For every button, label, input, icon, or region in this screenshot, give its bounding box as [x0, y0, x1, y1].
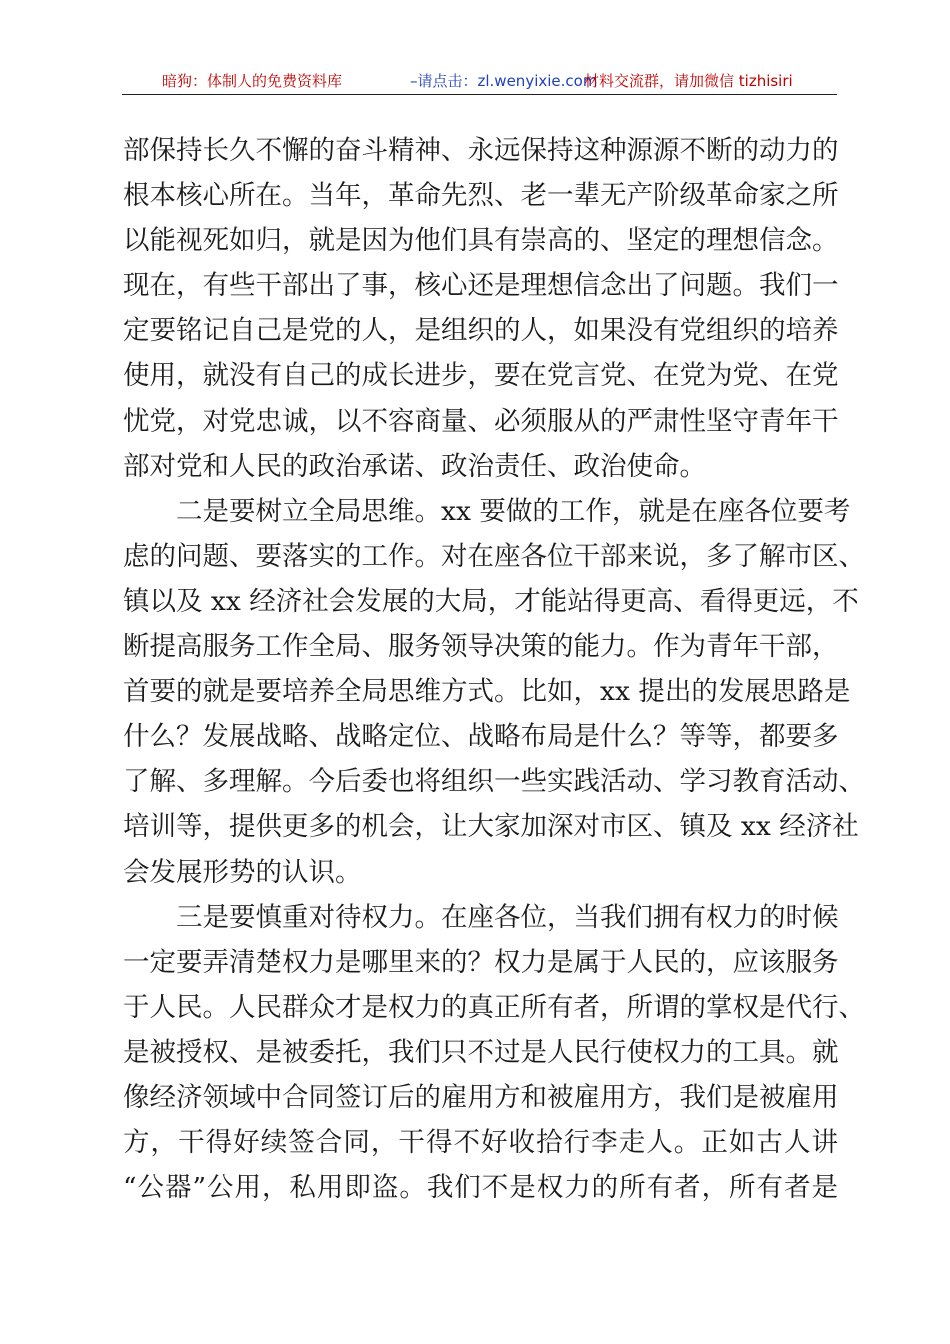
header-link[interactable]: –请点击：zl.wenyixie.com	[410, 72, 598, 90]
text-line: 了解、多理解。今后委也将组织一些实践活动、学习教育活动、	[123, 766, 865, 798]
text-line: 虑的问题、要落实的工作。对在座各位干部来说，多了解市区、	[123, 540, 865, 572]
text-line: 忧党，对党忠诚，以不容商量、必须服从的严肃性坚守青年干	[123, 405, 839, 437]
text-line: 镇以及 xx 经济社会发展的大局，才能站得更高、看得更远，不	[123, 585, 859, 617]
page-header	[122, 66, 837, 94]
text-line: 首要的就是要培养全局思维方式。比如，xx 提出的发展思路是	[123, 676, 851, 708]
text-line: 现在，有些干部出了事，核心还是理想信念出了问题。我们一	[123, 270, 839, 302]
text-line: 断提高服务工作全局、服务领导决策的能力。作为青年干部，	[123, 631, 839, 663]
text-line: 部保持长久不懈的奋斗精神、永远保持这种源源不断的动力的	[123, 135, 839, 166]
text-line: 会发展形势的认识。	[123, 856, 362, 888]
text-line: 什么？发展战略、战略定位、战略布局是什么？等等，都要多	[123, 721, 839, 753]
text-line: 根本核心所在。当年，革命先烈、老一辈无产阶级革命家之所	[123, 180, 839, 212]
text-line: 使用，就没有自己的成长进步，要在党言党、在党为党、在党	[123, 360, 839, 392]
text-line: 定要铭记自己是党的人，是组织的人，如果没有党组织的培养	[123, 315, 839, 347]
text-line: 部对党和人民的政治承诺、政治责任、政治使命。	[123, 450, 706, 482]
text-line: “公器”公用，私用即盗。我们不是权力的所有者，所有者是	[123, 1172, 838, 1204]
document-body	[123, 128, 865, 1210]
text-line: 像经济领域中合同签订后的雇用方和被雇用方，我们是被雇用	[123, 1081, 839, 1113]
text-line: 于人民。人民群众才是权力的真正所有者，所谓的掌权是代行、	[123, 991, 865, 1023]
text-line: 培训等，提供更多的机会，让大家加深对市区、镇及 xx 经济社	[123, 811, 859, 843]
text-line: 是被授权、是被委托，我们只不过是人民行使权力的工具。就	[123, 1036, 839, 1068]
header-divider	[122, 94, 837, 95]
paragraph-start-line: 二是要树立全局思维。xx 要做的工作，就是在座各位要考	[176, 495, 851, 527]
text-line: 方，干得好续签合同，干得不好收拾行李走人。正如古人讲	[123, 1127, 838, 1159]
text-line: 一定要弄清楚权力是哪里来的？权力是属于人民的，应该服务	[123, 946, 839, 978]
paragraph-start-line: 三是要慎重对待权力。在座各位，当我们拥有权力的时候	[176, 901, 839, 933]
header-site-name: 暗狗：体制人的免费资料库	[162, 72, 343, 90]
header-wechat-note: 材料交流群，请加微信 tizhisiri	[584, 72, 793, 90]
text-line: 以能视死如归，就是因为他们具有崇高的、坚定的理想信念。	[123, 225, 839, 257]
